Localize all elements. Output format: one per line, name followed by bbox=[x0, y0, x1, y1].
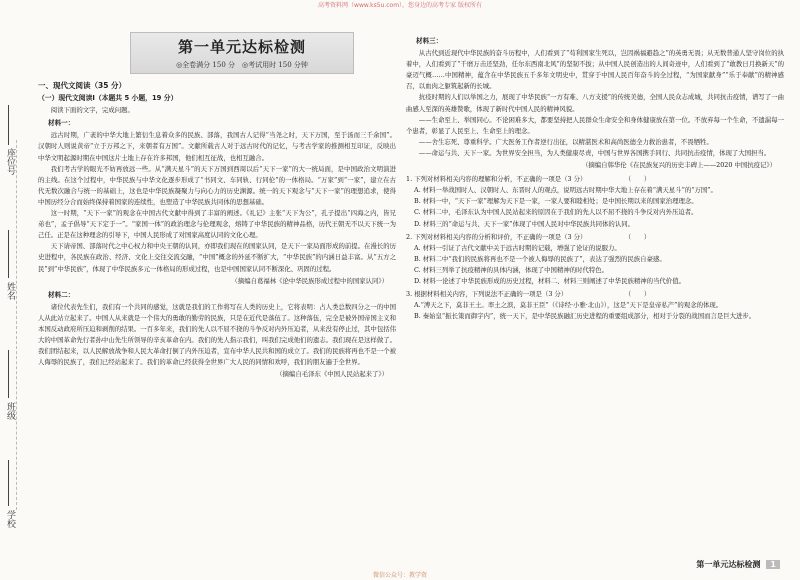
top-watermark-note: 高考资料网（www.ks5u.com），您身边的高考专家 版权所有 bbox=[318, 2, 482, 9]
question-option: D. 材料三的“命运与共、天下一家”体现了中国人民对中华民族共同体的认同。 bbox=[414, 219, 634, 228]
page-title: 第一单元达标检测 bbox=[177, 38, 306, 56]
page-footer bbox=[696, 559, 780, 570]
question-stem: 1. 下列对材料相关内容的理解和分析，不正确的一项是（3 分） （ ） bbox=[406, 175, 651, 184]
margin-label-name: 姓名 bbox=[5, 282, 15, 300]
material-label: 材料三： bbox=[416, 37, 443, 45]
material-paragraph: 抗疫时期的人们以举国之力，展现了中华民族“一方有难、八方支援”的传统美德，全国人民众志成城，共同抗击疫情，谱写了一曲曲感人至深的英雄赞歌，体现了新时代中国人民的精神风貌。 bbox=[406, 93, 784, 113]
material-paragraph: 远古时期，广袤的中华大地上繁衍生息着众多的民族、部落，我国古人记得“当尧之时，天下万国，至于汤而三千余国”。汉朝时人则说黄帝“立于万邦之下，来朝者有万国”。文献所载古人对于远古时代的记忆，与考古学家的推测相互印证，反映出中华文明起源时期在中国这片土地上存在许多邦国，他们相互征战，也相互融合。 bbox=[38, 131, 396, 162]
page-number: 1 bbox=[766, 560, 780, 569]
source-citation: （摘编自葛福林《论中华民族形成过程中的国家认同》） bbox=[231, 276, 388, 285]
section-heading: 一、现代文阅读（35 分） bbox=[38, 81, 127, 90]
question-option: C. 材料二中，毛泽东认为中国人民站起来的原因在于我们的先人以不屈不挠的斗争反对内外压迫者。 bbox=[414, 208, 698, 217]
question-option: B. 秦始皇“振长策而御宇内”，统一天下，是中华民族融汇历史进程的重要组成部分，相对于分裂的战国而言是巨大进步。 bbox=[414, 312, 756, 321]
margin-label-school: 学校 bbox=[5, 510, 15, 528]
source-citation: （摘编自毛泽东《中国人民站起来了》） bbox=[276, 370, 388, 379]
instruction-text: 阅读下面的文字，完成问题。 bbox=[50, 106, 134, 115]
question-option: D. 材料一论述了中华民族形成的历史过程，材料二、材料三则阐述了中华民族精神的当代价值。 bbox=[414, 276, 685, 285]
bottom-watermark-note: 微信公众号：教学资 bbox=[372, 572, 427, 579]
margin-fill-line bbox=[8, 105, 9, 145]
footer-label: 第一单元达标检测 bbox=[696, 560, 761, 569]
material-paragraph: 我们考古学的眼光不妨再放远一些。从“满天星斗”的天下万国到西周以后“天下一家”的大一统局面，是中国政治文明演进的主线。在这个过程中，中华民族与中华文化逐步形成了“书同文、车同轨、行同伦”的一体格局。“万家”到“一家”，建立在古代无数次融合与统一的基础上，这也是中华民族凝聚力与向心力的历史渊源。统一的天下观念与“天下一家”的理想追求，使得中国历经分合而始终保持着国家的连续性，也塑造了中华民族共同体的思想基础。 bbox=[38, 164, 396, 206]
question-option: B. 材料一中，“天下一家”理解为天下是一家，一家人要和睦相处；是中国长期以来的国家治理理念。 bbox=[414, 197, 698, 206]
material-label: 材料一： bbox=[48, 119, 75, 128]
page-title-box bbox=[130, 32, 354, 74]
material-paragraph: ——舍生忘死、尊重科学。广大医务工作者逆行出征，以精湛医术和高尚医德全力救治患者，不畏牺牲。 bbox=[418, 137, 713, 146]
question-option: A. 材料一引证了古代文献中关于远古时期的记载，增强了论证的说服力。 bbox=[414, 243, 621, 252]
material-label: 材料二： bbox=[48, 290, 75, 299]
left-column bbox=[38, 78, 396, 383]
cut-line bbox=[16, 140, 17, 510]
material-paragraph: 诸位代表先生们，我们有一个共同的感觉，这就是我们的工作将写在人类的历史上，它将表明：占人类总数四分之一的中国人从此站立起来了。中国人从来就是一个伟大的勇敢的勤劳的民族，只是在近代是落伍了。这种落伍，完全是被外国帝国主义和本国反动政府所压迫和剥削的结果。一百多年来，我们的先人以不屈不挠的斗争反对内外压迫者，从来没有停止过，其中包括伟大的中国革命先行者孙中山先生所领导的辛亥革命在内。我们的先人指示我们，叫我们完成他们的遗志。我们现在是这样做了。我们团结起来，以人民解放战争和人民大革命打倒了内外压迫者，宣布中华人民共和国的成立了。我们的民族将再也不是一个被人侮辱的民族了，我们已经站起来了。我们的革命已经获得全世界广大人民的同情和欢呼，我们的朋友遍于全世界。 bbox=[38, 302, 396, 367]
margin-label-class: 班级 bbox=[5, 402, 15, 420]
question-option: A.“溥天之下，莫非王土。率土之滨，莫非王臣”（《诗经·小雅·北山》），这是“天下是皇帝私产”的观念的体现。 bbox=[414, 301, 723, 310]
question-option: A. 材料一举战国时人、汉朝时人、东晋时人的观点，说明远古时期中华大地上存在着“满天星斗”的“万国”。 bbox=[414, 186, 717, 195]
question-option: C. 材料三列举了抗疫精神的具体内涵，体现了中国精神的时代特色。 bbox=[414, 265, 609, 274]
subsection-heading: （一）现代文阅读Ⅰ（本题共 5 小题，19 分） bbox=[38, 94, 178, 103]
material-paragraph: 这一时期，“天下一家”的观念在中国古代文献中得到了丰富的阐述。《礼记》主张“天下为公”，孔子提出“四海之内，皆兄弟也”，孟子倡导“天下定于一”。“家国一体”的政治理念与伦理观念，熔铸了中华民族的精神品格，历代王朝无不以天下统一为己任。正是在这种理念的引导下，中国人民形成了对国家高度认同的文化心理。 bbox=[38, 209, 396, 240]
question-stem: 3. 根据材料相关内容，下列说法不正确的一项是（3 分） （ ） bbox=[406, 290, 651, 299]
exam-info: ◎全卷满分 150 分 ◎考试用时 150 分钟 bbox=[176, 61, 308, 69]
margin-fill-line bbox=[8, 460, 9, 506]
margin-label-seat: 座位号 bbox=[5, 148, 15, 175]
material-paragraph: 从古代到近现代中华民族的奋斗历程中，人们看到了“苟利国家生死以，岂因祸福避趋之”的英勇无畏；从无数普通人坚守岗位的执着中，人们看到了“千磨万击还坚劲，任尔东西南北风”的坚韧不拔；从中国人民创造出的人间奇迹中，人们看到了“敢教日月换新天”的豪迈气概……中国精神，蕴含在中华民族五千多年文明史中，贯穿于中国人民百年奋斗的全过程，“为国家献身”“乐于奉献”的精神感召，以血肉之躯筑起新的长城。 bbox=[406, 49, 784, 91]
source-citation: （摘编自韩华伦《在民族复兴的历史丰碑上——2020 中国抗疫记》） bbox=[581, 161, 776, 170]
material-paragraph: ——命运与共、天下一家。为世界安全担当，为人类健康尽责，中国与世界各国携手同行、共同抗击疫情，体现了大国担当。 bbox=[418, 148, 771, 157]
material-paragraph: 天下请帝国、部落时代之中心权力和中央王朝的认同，亦即我们现在的国家认同，是天下一家局面形成的前提。在漫长的历史进程中，各民族在政治、经济、文化上交往交流交融，“中国”概念的外延不断扩大，“中华民族”的内涵日益丰富。从“五方之民”到“中华民族”，体现了中华民族多元一体格局的形成过程，也是中国国家认同不断深化、巩固的过程。 bbox=[38, 242, 396, 273]
margin-fill-line bbox=[8, 230, 9, 278]
margin-fill-line bbox=[8, 350, 9, 398]
question-stem: 2. 下列对材料相关内容的分析和评价，不正确的一项是（3 分） （ ） bbox=[406, 232, 651, 241]
material-paragraph: ——生命至上、举国同心。不论困难多大，都要坚持把人民群众生命安全和身体健康放在第一位。不放弃每一个生命，不遗漏每一个患者，彰显了人民至上、生命至上的理念。 bbox=[406, 115, 784, 135]
question-option: B. 材料二中“我们的民族将再也不是一个被人侮辱的民族了”，表达了强烈的民族自豪感。 bbox=[414, 254, 666, 263]
right-column bbox=[406, 34, 784, 322]
binding-margin bbox=[0, 10, 34, 570]
